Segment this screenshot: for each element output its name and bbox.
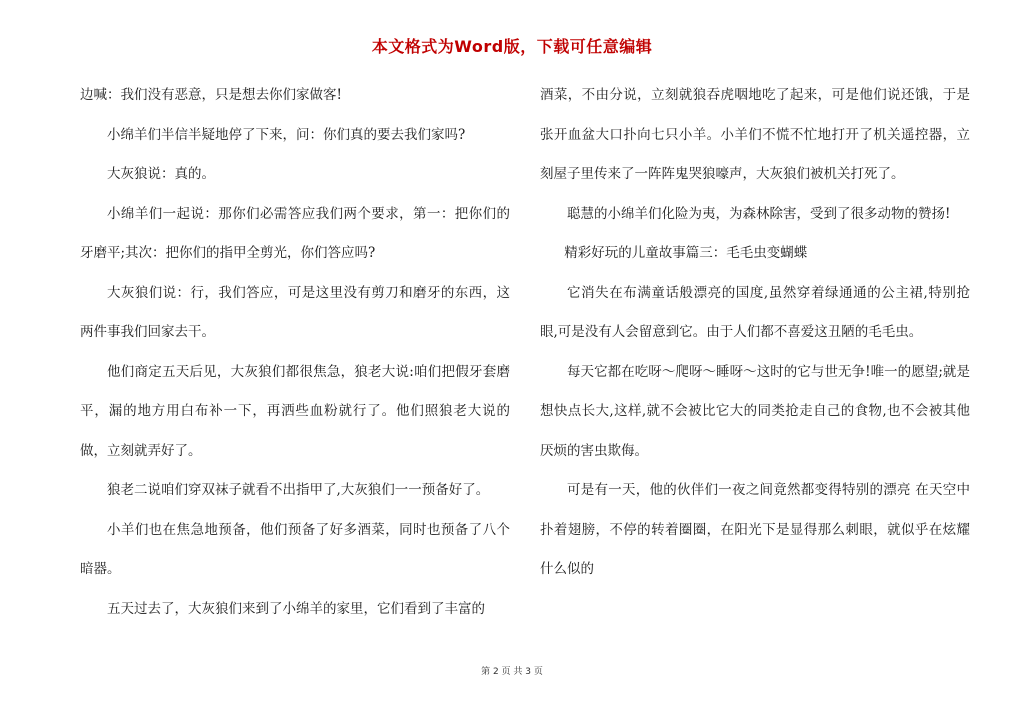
word-format-banner: 本文格式为Word版，下载可任意编辑 [371,37,653,56]
left-column [80,76,510,629]
story-section-heading: 精彩好玩的儿童故事篇三：毛毛虫变蝴蝶 [564,245,808,261]
left-paragraph-6: 他们商定五天后见，大灰狼们都很焦急，狼老大说:咱们把假牙套磨平，漏的地方用白布补一下，再洒些血粉就行了。他们照狼老大说的做，立刻就弄好了。 [80,363,510,459]
page-number: 第 2 页 共 3 页 [481,667,543,677]
left-paragraph-4: 小绵羊们一起说：那你们必需答应我们两个要求，第一：把你们的牙磨平;其次：把你们的指甲全剪光，你们答应吗? [80,205,510,261]
left-paragraph-7: 狼老二说咱们穿双袜子就看不出指甲了,大灰狼们一一预备好了。 [107,482,490,498]
left-paragraph-2: 小绵羊们半信半疑地停了下来，问：你们真的要去我们家吗? [107,126,466,143]
right-paragraph-4: 它消失在布满童话般漂亮的国度,虽然穿着绿通通的公主裙,特别抢眼,可是没有人会留意到它。由于人们都不喜爱这丑陋的毛毛虫。 [540,284,970,340]
left-paragraph-1: 边喊：我们没有恶意，只是想去你们家做客! [80,87,342,103]
right-paragraph-2: 聪慧的小绵羊们化险为夷，为森林除害，受到了很多动物的赞扬! [567,205,951,222]
left-paragraph-3: 大灰狼说：真的。 [107,166,215,182]
right-paragraph-6: 可是有一天，他的伙伴们一夜之间竟然都变得特别的漂亮 在天空中扑着翅膀，不停的转着圈圈，在阳光下是显得那么刺眼，就似乎在炫耀什么似的 [540,482,970,577]
right-paragraph-5: 每天它都在吃呀～爬呀～睡呀～这时的它与世无争!唯一的愿望;就是想快点长大,这样,就不会被比它大的同类抢走自己的食物,也不会被其他厌烦的害虫欺侮。 [540,363,970,459]
left-paragraph-9: 五天过去了，大灰狼们来到了小绵羊的家里，它们看到了丰富的 [107,600,485,617]
left-paragraph-5: 大灰狼们说：行，我们答应，可是这里没有剪刀和磨牙的东西，这两件事我们回家去干。 [80,284,510,340]
right-column [540,76,970,590]
left-paragraph-8: 小羊们也在焦急地预备，他们预备了好多酒菜，同时也预备了八个暗器。 [80,521,510,577]
right-paragraph-1: 酒菜，不由分说，立刻就狼吞虎咽地吃了起来，可是他们说还饿，于是张开血盆大口扑向七只小羊。小羊们不慌不忙地打开了机关遥控器，立刻屋子里传来了一阵阵鬼哭狼嚎声，大灰狼们被机关打死了。 [540,87,970,182]
